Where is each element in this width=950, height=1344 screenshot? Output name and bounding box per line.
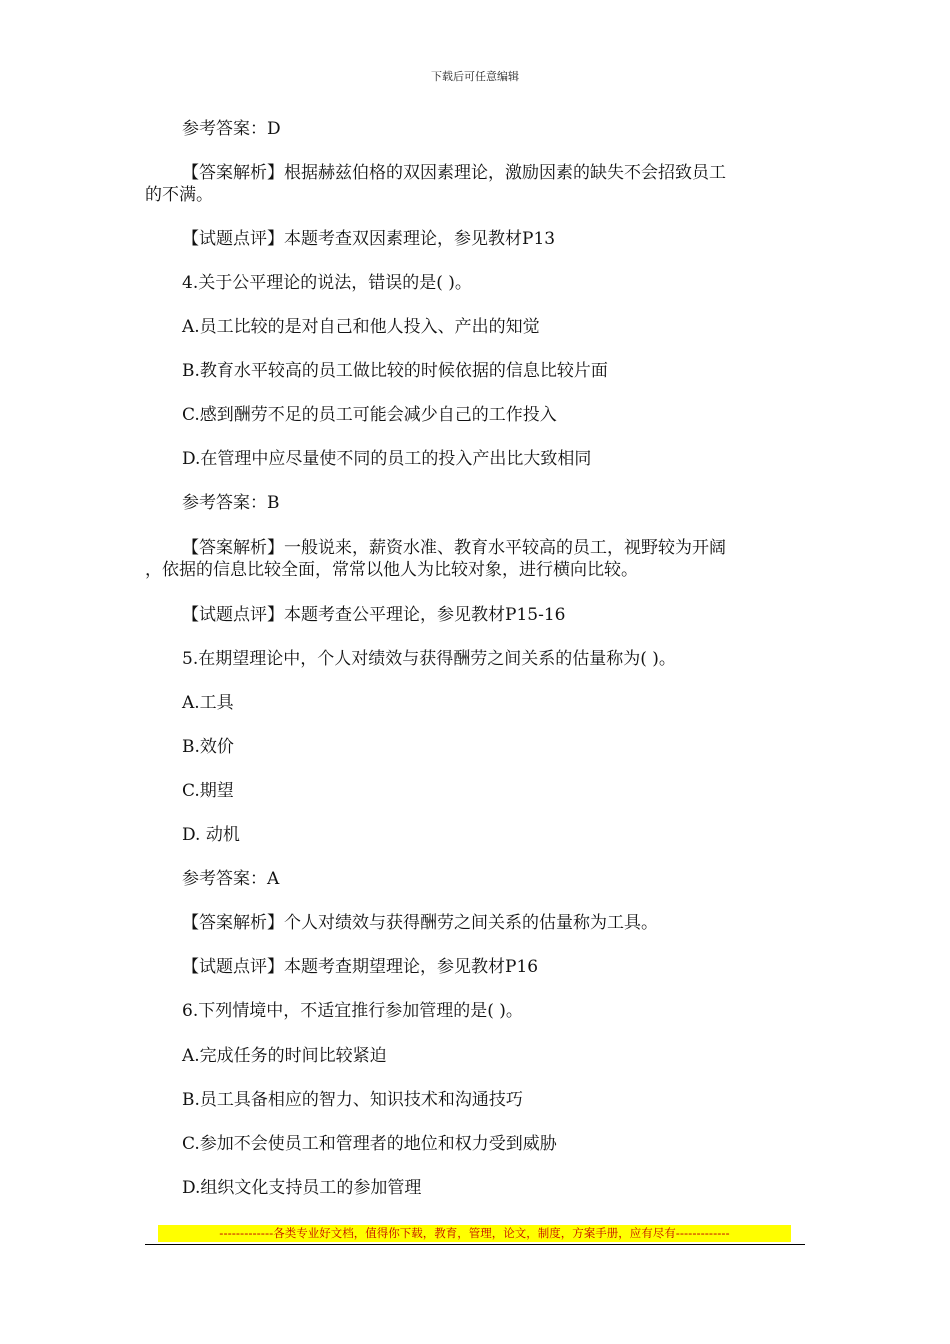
q6-option-d: D.组织文化支持员工的参加管理 (182, 1178, 422, 1198)
question-6: 6.下列情境中，不适宜推行参加管理的是( )。 (182, 1001, 523, 1021)
review-line-q3: 【试题点评】本题考查双因素理论，参见教材P13 (182, 229, 556, 249)
answer-line-q5: 参考答案：A (182, 869, 280, 889)
question-5: 5.在期望理论中，个人对绩效与获得酬劳之间关系的估量称为( )。 (182, 649, 676, 669)
analysis-line-q3-cont: 的不满。 (145, 185, 213, 205)
review-line-q4: 【试题点评】本题考查公平理论，参见教材P15-16 (182, 605, 566, 625)
q6-option-a: A.完成任务的时间比较紧迫 (182, 1046, 387, 1066)
q6-option-b: B.员工具备相应的智力、知识技术和沟通技巧 (182, 1090, 523, 1110)
q5-option-d: D. 动机 (182, 825, 240, 845)
q4-option-c: C.感到酬劳不足的员工可能会减少自己的工作投入 (182, 405, 557, 425)
q6-option-c: C.参加不会使员工和管理者的地位和权力受到威胁 (182, 1134, 557, 1154)
q5-option-a: A.工具 (182, 693, 234, 713)
footer-divider (145, 1244, 805, 1245)
footer-banner: -------------各类专业好文档，值得你下载，教育，管理，论文，制度，方案手册，应有尽有------------- (158, 1225, 791, 1242)
question-4: 4.关于公平理论的说法，错误的是( )。 (182, 273, 472, 293)
analysis-line-q3: 【答案解析】根据赫兹伯格的双因素理论，激励因素的缺失不会招致员工 (182, 163, 726, 183)
analysis-line-q5: 【答案解析】个人对绩效与获得酬劳之间关系的估量称为工具。 (182, 913, 658, 933)
q5-option-b: B.效价 (182, 737, 234, 757)
review-line-q5: 【试题点评】本题考查期望理论，参见教材P16 (182, 957, 539, 977)
analysis-line-q4: 【答案解析】一般说来，薪资水准、教育水平较高的员工，视野较为开阔 (182, 538, 726, 558)
q4-option-d: D.在管理中应尽量使不同的员工的投入产出比大致相同 (182, 449, 592, 469)
analysis-line-q4-cont: ，依据的信息比较全面，常常以他人为比较对象，进行横向比较。 (145, 560, 638, 580)
q5-option-c: C.期望 (182, 781, 234, 801)
header-note: 下载后可任意编辑 (431, 70, 519, 83)
answer-line-q4: 参考答案：B (182, 493, 280, 513)
q4-option-a: A.员工比较的是对自己和他人投入、产出的知觉 (182, 317, 540, 337)
answer-line-q3: 参考答案：D (182, 119, 281, 139)
q4-option-b: B.教育水平较高的员工做比较的时候依据的信息比较片面 (182, 361, 608, 381)
